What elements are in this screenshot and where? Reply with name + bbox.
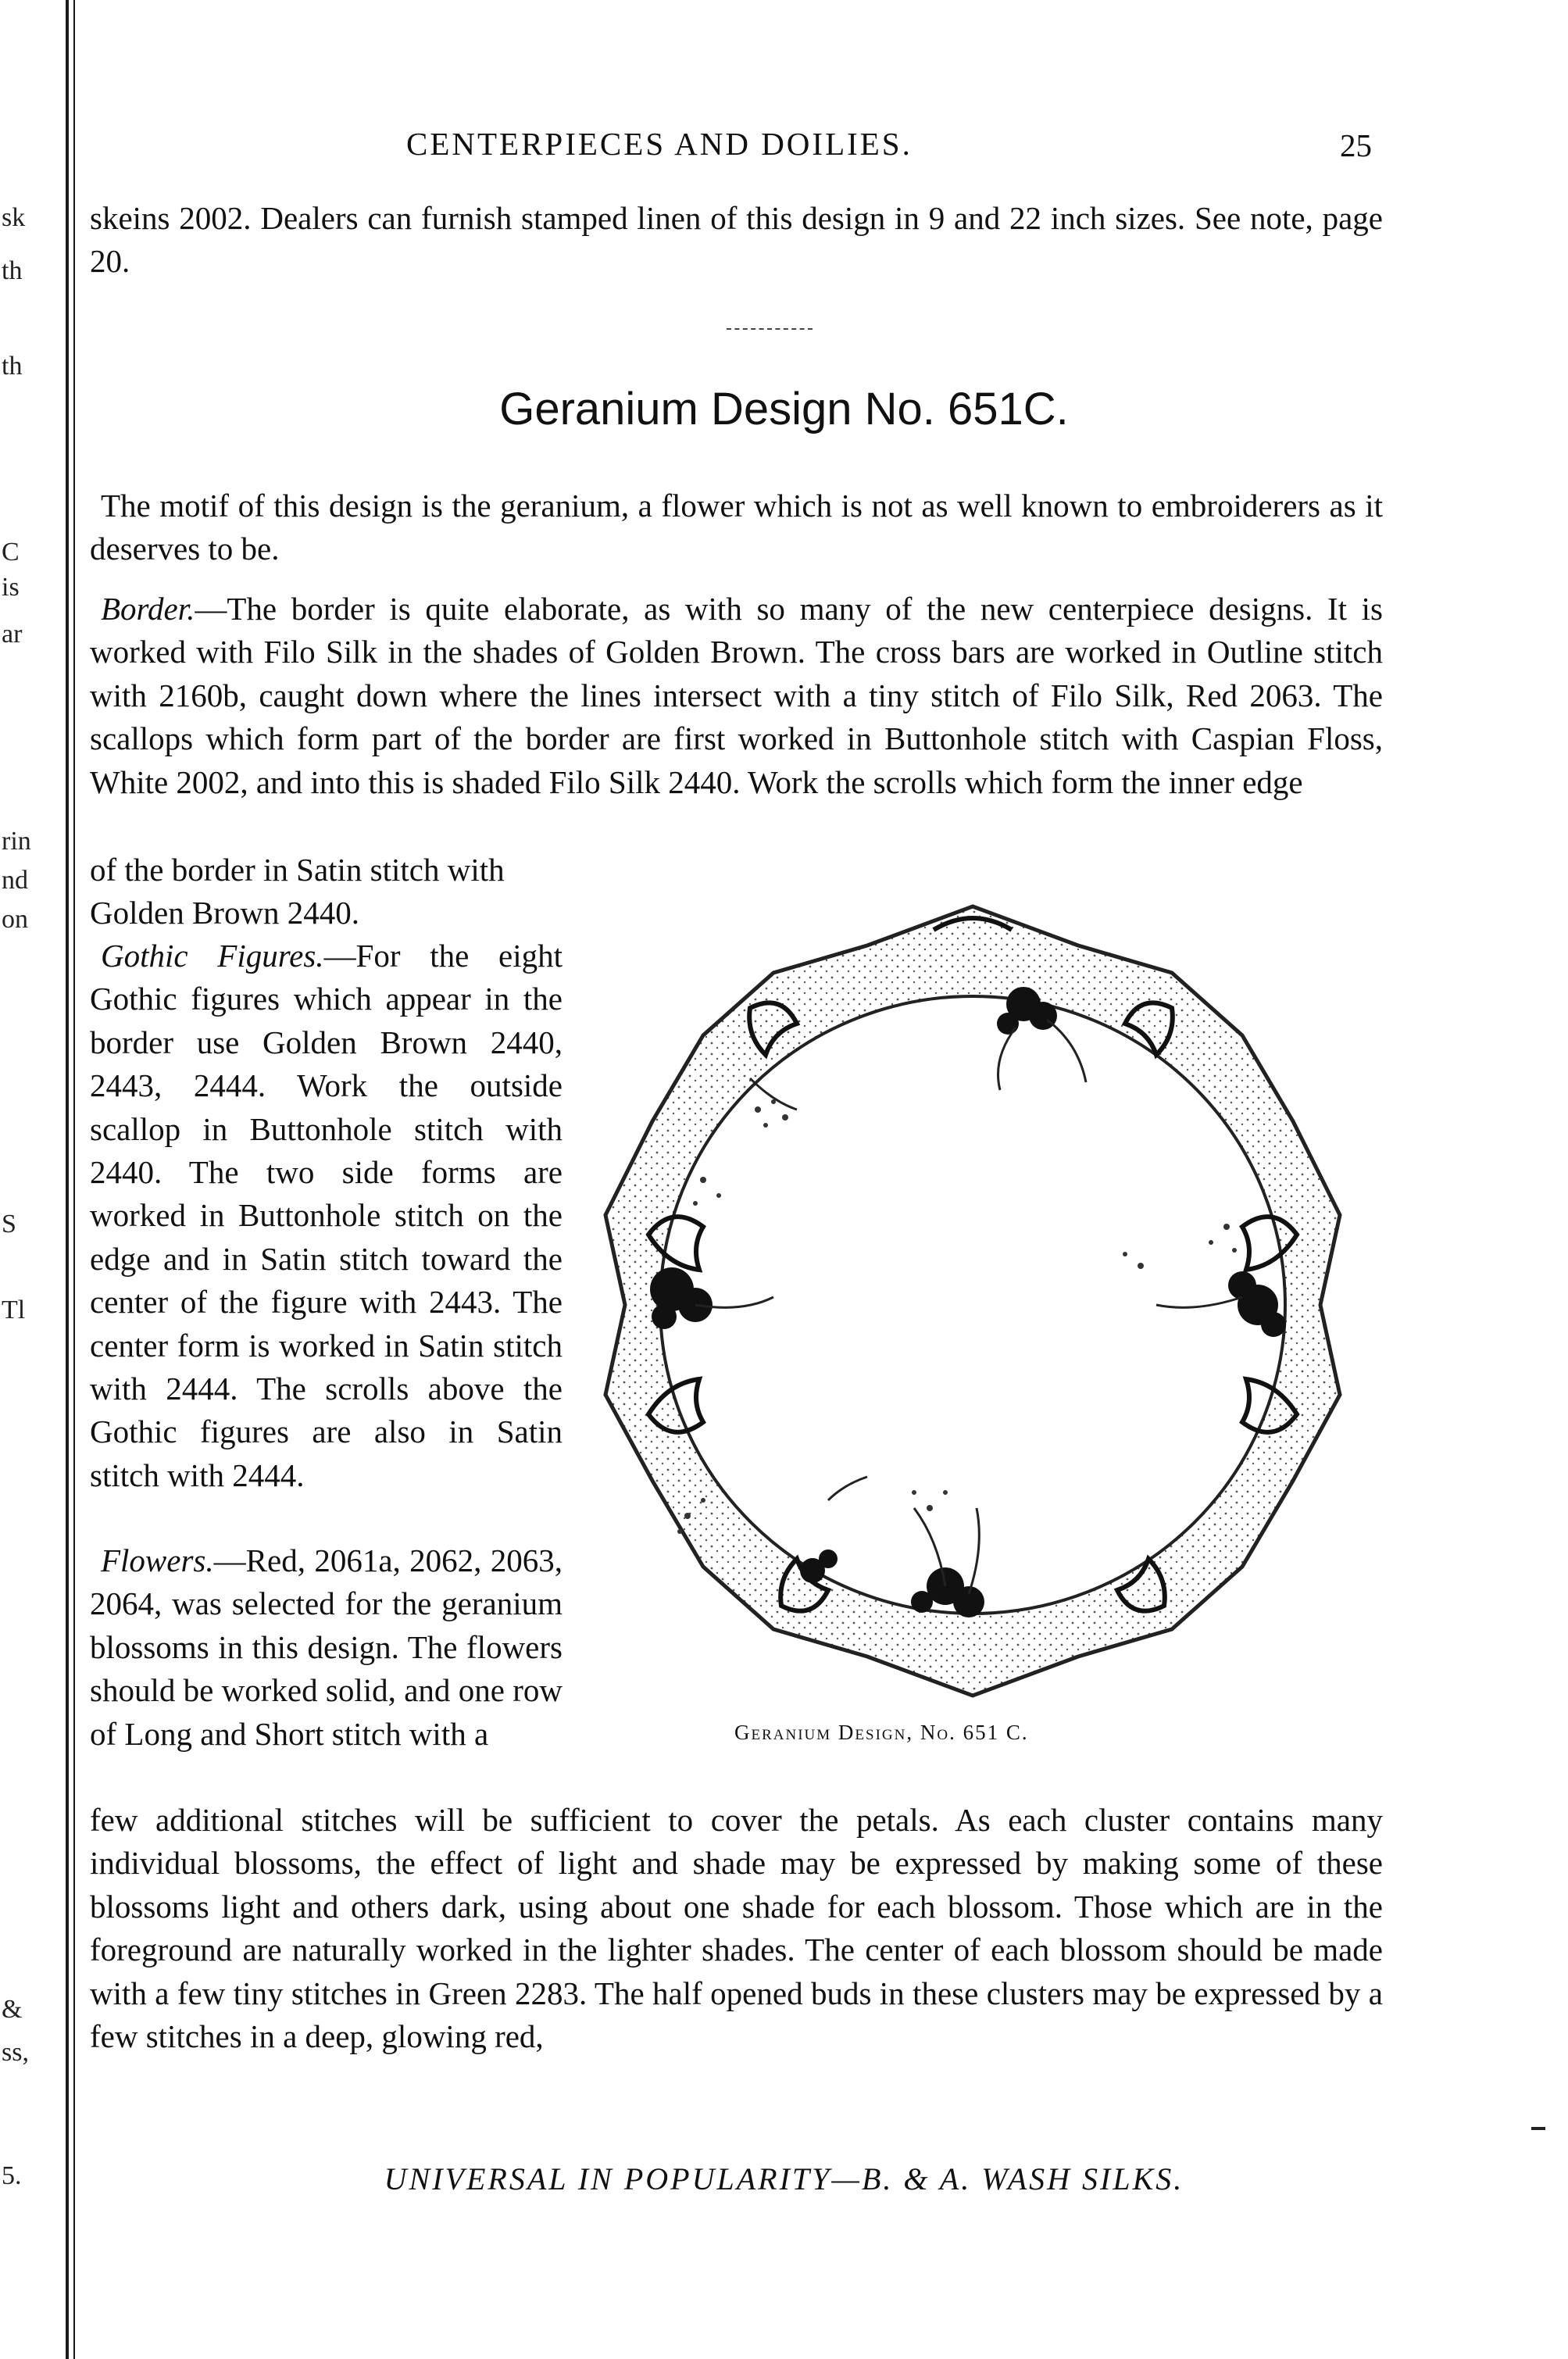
margin-fragment: ar xyxy=(2,620,23,649)
margin-fragment: 5. xyxy=(2,2161,22,2190)
binding-rule-thin xyxy=(73,0,75,2359)
motif-paragraph: The motif of this design is the geranium, a flower which is not as well known to embroiderers as it deserves to be. xyxy=(90,488,1383,567)
margin-fragment: Tl xyxy=(2,1296,26,1324)
margin-fragment: S xyxy=(2,1210,16,1238)
design-title: Geranium Design No. 651C. xyxy=(499,384,1069,434)
margin-fragment: th xyxy=(2,256,23,285)
gothic-text: —For the eight Gothic figures which appear in the border use Golden Brown 2440, 2443, 2444. Work the outside scallop in Buttonhole stitch with 2440. The two side forms are worked in Buttonhole stitch on the edge and in Satin stitch toward the center of the figure with 2443. The center form is worked in Satin stitch with 2444. The scrolls above the Gothic figures are also in Satin stitch with 2444. xyxy=(90,938,563,1493)
flowers-paragraph xyxy=(90,1539,563,1756)
margin-fragment: & xyxy=(2,1995,23,2024)
margin-fragment: rin xyxy=(2,827,31,856)
binding-rule xyxy=(66,0,69,2359)
border-text: —The border is quite elaborate, as with so many of the new centerpiece designs. It is worked with Filo Silk in the shades of Golden Brown. The cross bars are worked in Outline stitch with 2160b, caught down where the lines intersect with a tiny stitch of Filo Silk, Red 2063. The scallops which form part of the border are first worked in Buttonhole stitch with Caspian Floss, White 2002, and into this is shaded Filo Silk 2440. Work the scrolls which form the inner edge xyxy=(90,591,1383,800)
margin-fragment: is xyxy=(2,573,20,602)
margin-fragment: ss, xyxy=(2,2038,29,2067)
margin-fragment: C xyxy=(2,538,20,567)
margin-fragment: sk xyxy=(2,203,26,232)
border-continuation: of the border in Satin stitch with Golden Brown 2440. xyxy=(90,852,505,931)
page-number: 25 xyxy=(1340,127,1372,163)
margin-fragment: th xyxy=(2,352,23,381)
footer-slogan: UNIVERSAL IN POPULARITY—B. & A. WASH SILKS. xyxy=(384,2161,1184,2196)
intro-paragraph: skeins 2002. Dealers can furnish stamped linen of this design in 9 and 22 inch sizes. See note, page 20. xyxy=(90,200,1383,280)
gothic-heading: Gothic Figures. xyxy=(101,938,324,974)
running-header: CENTERPIECES AND DOILIES. xyxy=(406,126,913,162)
border-paragraph xyxy=(90,588,1383,804)
section-divider xyxy=(727,328,813,330)
margin-fragment: nd xyxy=(2,866,28,895)
edge-mark xyxy=(1531,2127,1545,2130)
margin-fragment: on xyxy=(2,905,28,934)
border-heading: Border. xyxy=(101,591,195,627)
flowers-text: —Red, 2061a, 2062, 2063, 2064, was selected for the geranium blossoms in this design. The flowers should be worked solid, and one row of Long and Short stitch with a xyxy=(90,1542,563,1752)
flowers-heading: Flowers. xyxy=(101,1542,214,1578)
figure-caption: Geranium Design, No. 651 C. xyxy=(734,1721,1029,1744)
geranium-centerpiece-illustration xyxy=(578,899,1367,1703)
gothic-paragraph xyxy=(90,935,563,1497)
flowers-continuation: few additional stitches will be sufficient to cover the petals. As each cluster contains many individual blossoms, the effect of light and shade may be expressed by making some of these blossoms light and others dark, using about one shade for each blossom. Those which are in the foreground are naturally worked in the lighter shades. The center of each blossom should be made with a few tiny stitches in Green 2283. The half opened buds in these clusters may be expressed by a few stitches in a deep, glowing red, xyxy=(90,1802,1383,2055)
